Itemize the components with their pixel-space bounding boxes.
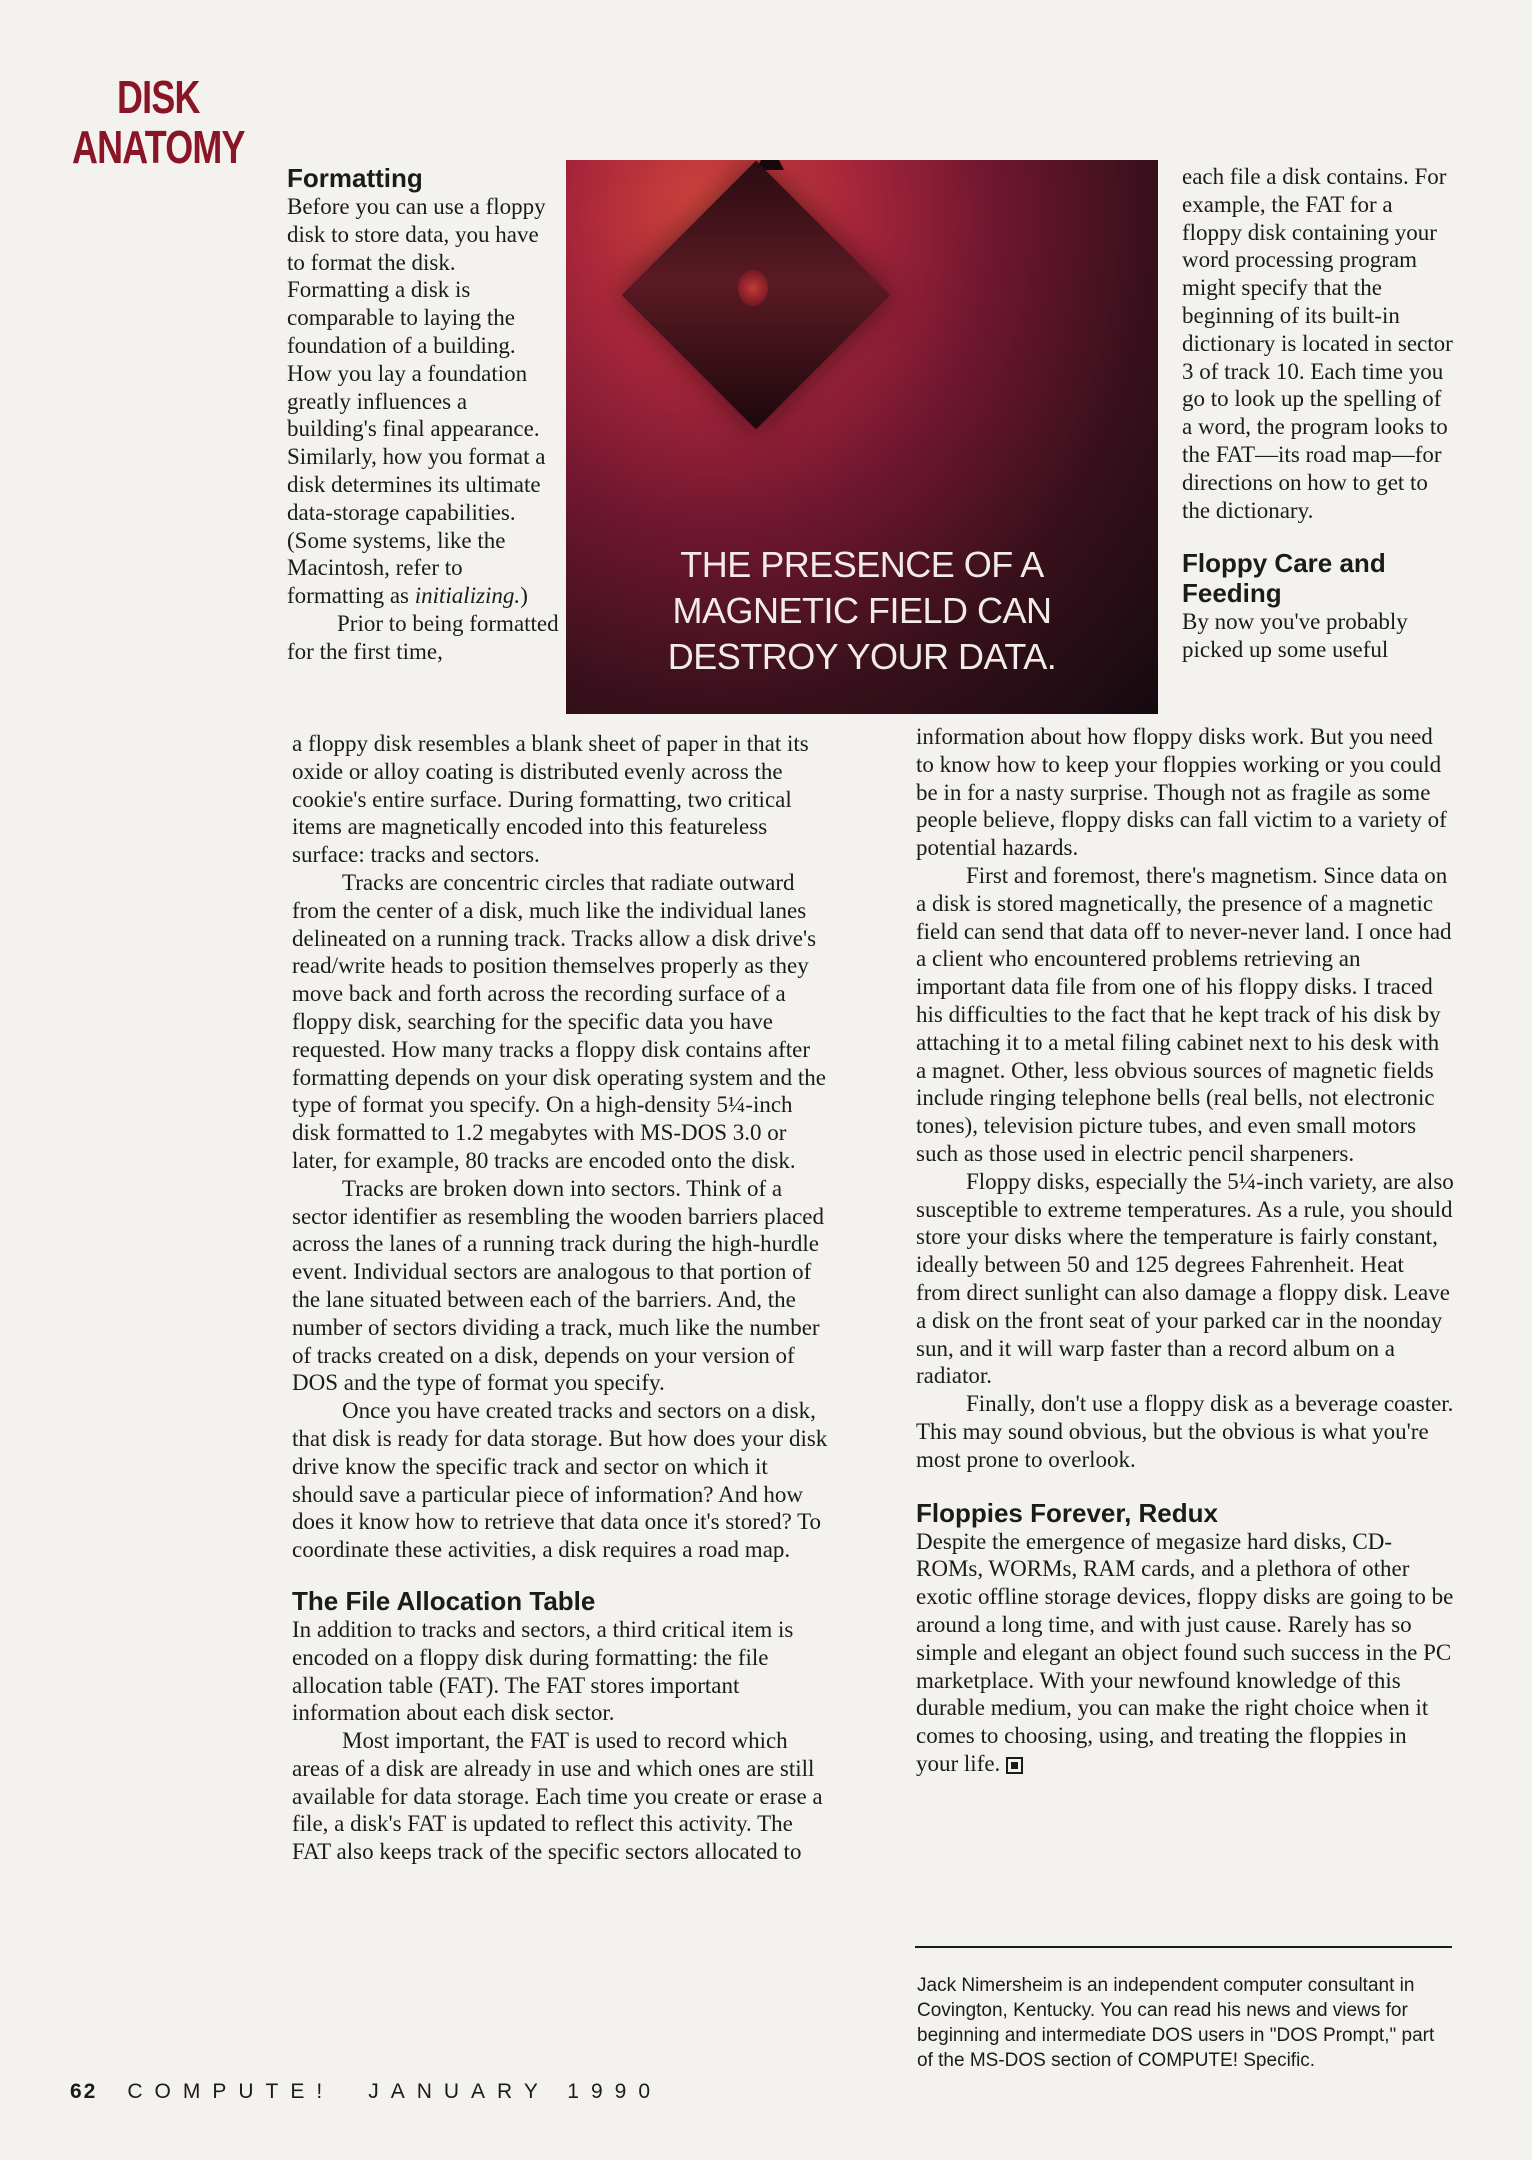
kicker-line-1: DISK [116, 71, 200, 123]
paragraph-coaster: Finally, don't use a floppy disk as a beverage coaster. This may sound obvious, but the obvious is what you're most prone to overlook. [916, 1391, 1454, 1472]
paragraph-formatting-2: Prior to being formatted for the first time, [287, 610, 559, 664]
bio-divider [915, 1946, 1452, 1948]
caption-line-1: THE PRESENCE OF A [680, 544, 1044, 585]
p1-text-a: Before you can use a floppy disk to store data, you have to format the disk. Formatting a disk is comparable to laying the foundation of a building. How you lay a foundation greatly influences a building's final appearance. Similarly, how you format a disk determines its ultimate data-storage capabilities. (Some systems, like the Macintosh, refer to formatting as [287, 194, 546, 609]
paragraph-magnetism: First and foremost, there's magnetism. Since data on a disk is stored magnetically, the presence of a magnetic field can send that data off to never-never land. I once had a client who encountered problems retrieving an important data file from one of his floppy disks. I traced his difficulties to the fact that he kept track of his disk by attaching it to a metal filing cabinet next to his desk with a magnet. Other, less obvious sources of magnetic fields include ringing telephone bells (real bells, not electronic tones), television picture tubes, and even small motors such as those used in electric pencil sharpeners. [916, 862, 1452, 1166]
floppy-disk-photo [566, 160, 1158, 714]
paragraph-fat-2: Most important, the FAT is used to record which areas of a disk are already in use and which ones are still available for data storage. Each time you create or erase a file, a disk's FAT is updated to reflect this activity. The FAT also keeps track of the specific sectors allocated to [292, 1728, 823, 1865]
p1-emphasis: initializing. [414, 583, 521, 609]
paragraph-care-1: By now you've probably picked up some useful [1182, 609, 1408, 663]
paragraph-sectors: Tracks are broken down into sectors. Think of a sector identifier as resembling the wooden barriers placed across the lanes of a running track during the high-hurdle event. Individual sectors are analogous to that portion of the lane situated between each of the barriers. And, the number of sectors dividing a track, much like the number of tracks created on a disk, depends on your version of DOS and the type of format you specify. [292, 1175, 824, 1396]
paragraph-fat-1: In addition to tracks and sectors, a third critical item is encoded on a floppy disk during formatting: the file allocation table (FAT). The FAT stores important information about each disk sector. [292, 1616, 794, 1726]
page-number: 62 [70, 2080, 98, 2103]
column-left-main [292, 730, 830, 1866]
paragraph-fat-3: each file a disk contains. For example, the FAT for a floppy disk containing your word processing program might specify that the beginning of its built-in dictionary is located in sector 3 of track 10. Each time you go to look up the spelling of a word, the program looks to the FAT—its road map—for directions on how to get to the dictionary. [1182, 164, 1453, 523]
heading-floppies-forever: Floppies Forever, Redux [916, 1497, 1218, 1528]
heading-formatting: Formatting [287, 163, 423, 193]
paragraph-care-1-cont: information about how floppy disks work. But you need to know how to keep your floppies working or you could be in for a nasty surprise. Though not as fragile as some people believe, floppy disks can fall victim to a variety of potential hazards. [916, 724, 1447, 861]
paragraph-formatting-1 [287, 193, 559, 610]
section-kicker [72, 72, 245, 172]
caption-line-2: MAGNETIC FIELD CAN [672, 590, 1052, 631]
paragraph-forever [916, 1528, 1454, 1778]
p1-text-b: ) [520, 583, 528, 609]
disk-hub-image [738, 270, 768, 306]
heading-floppy-care: Floppy Care and Feeding [1182, 548, 1386, 609]
page-footer [70, 2080, 662, 2104]
paragraph-road-map: Once you have created tracks and sectors on a disk, that disk is ready for data storage. But how does your disk drive know the specific track and sector on which it should save a particular piece of information? And how does it know how to retrieve that data once it's stored? To coordinate these activities, a disk requires a road map. [292, 1398, 828, 1563]
end-of-article-icon [1006, 1757, 1023, 1774]
heading-fat: The File Allocation Table [292, 1585, 596, 1616]
paragraph-tracks: Tracks are concentric circles that radiate outward from the center of a disk, much like the individual lanes delineated on a running track. Tracks allow a disk drive's read/write heads to position themselves properly as they move back and forth across the recording surface of a floppy disk, searching for the specific data you have requested. How many tracks a floppy disk contains after formatting depends on your disk operating system and the type of format you specify. On a high-density 5¼-inch disk formatted to 1.2 megabytes with MS-DOS 3.0 or later, for example, 80 tracks are encoded onto the disk. [292, 869, 827, 1173]
issue-date: JANUARY 1990 [368, 2080, 663, 2103]
author-bio: Jack Nimersheim is an independent computer consultant in Covington, Kentucky. You can read his news and views for beginning and intermediate DOS users in "DOS Prompt," part of the MS-DOS section of COMPUTE! Specific. [917, 1975, 1435, 2071]
column-right-top [1182, 163, 1454, 664]
forever-text: Despite the emergence of megasize hard disks, CD-ROMs, WORMs, RAM cards, and a plethora of other exotic offline storage devices, floppy disks are going to be around a long time, and with just cause. Rarely has so simple and elegant an object found such success in the PC marketplace. With your newfound knowledge of this durable medium, you can make the right choice when it comes to choosing, using, and treating the floppies in your life. [916, 1528, 1454, 1776]
caption-line-3: DESTROY YOUR DATA. [667, 636, 1057, 677]
magazine-name: COMPUTE! [127, 2080, 335, 2103]
column-right-main [916, 723, 1454, 1778]
kicker-line-2: ANATOMY [72, 121, 245, 173]
paragraph-temperature: Floppy disks, especially the 5¼-inch variety, are also susceptible to extreme temperatures. As a rule, you should store your disks where the temperature is fairly constant, ideally between 50 and 125 degrees Fahrenheit. Heat from direct sunlight can also damage a floppy disk. Leave a disk on the front seat of your parked car in the noonday sun, and it will warp faster than a record album on a radiator. [916, 1168, 1454, 1389]
photo-caption [566, 542, 1158, 680]
paragraph-formatting-2-cont: a floppy disk resembles a blank sheet of paper in that its oxide or alloy coating is distributed evenly across the cookie's entire surface. During formatting, two critical items are magnetically encoded into this featureless surface: tracks and sectors. [292, 731, 809, 868]
column-left-top [287, 163, 559, 666]
